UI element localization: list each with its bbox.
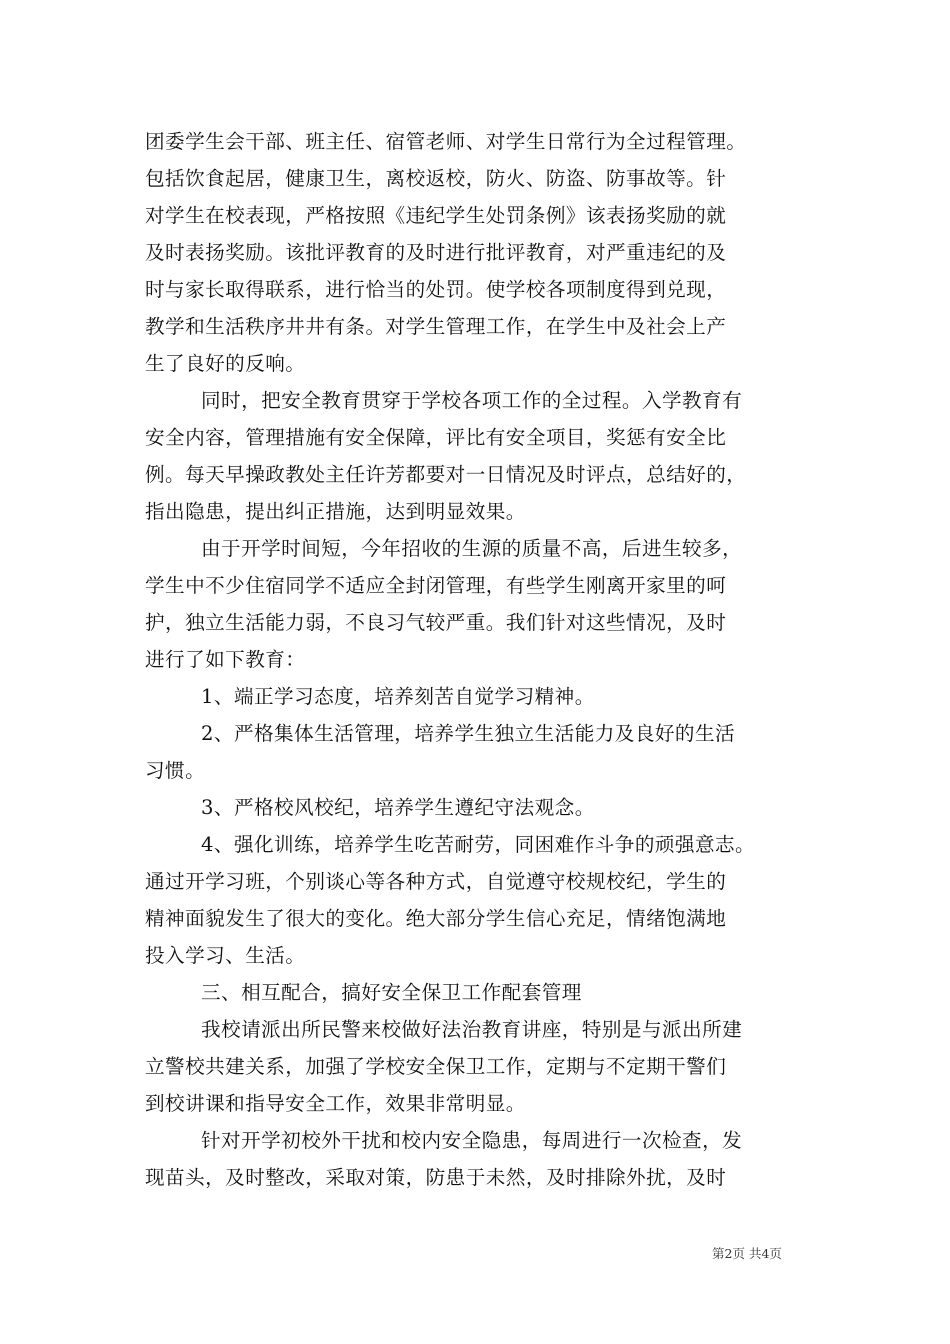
text-line: 通过开学习班，个别谈心等各种方式，自觉遵守校规校纪，学生的 xyxy=(145,870,727,893)
text-line: 例。每天早操政教处主任许芳都要对一日情况及时评点，总结好的， xyxy=(145,463,747,486)
text-line: 精神面貌发生了很大的变化。绝大部分学生信心充足，情绪饱满地 xyxy=(145,907,727,930)
text-line: 教学和生活秩序井井有条。对学生管理工作，在学生中及社会上产 xyxy=(145,315,727,338)
text-line: 生了良好的反响。 xyxy=(145,352,306,375)
text-line: 安全内容，管理措施有安全保障，评比有安全项目，奖惩有安全比 xyxy=(145,426,727,449)
text-line: 指出隐患，提出纠正措施，达到明显效果。 xyxy=(145,500,526,523)
text-line: 团委学生会干部、班主任、宿管老师、对学生日常行为全过程管理。 xyxy=(145,130,747,153)
list-item-line: 4、强化训练，培养学生吃苦耐劳，同困难作斗争的顽强意志。 xyxy=(201,833,756,856)
body-text xyxy=(145,123,810,1196)
text-line: 对学生在校表现，严格按照《违纪学生处罚条例》该表扬奖励的就 xyxy=(145,204,727,227)
paragraph-start-line: 针对开学初校外干扰和校内安全隐患，每周进行一次检查，发 xyxy=(201,1129,743,1152)
text-line: 现苗头，及时整改，采取对策，防患于未然，及时排除外扰，及时 xyxy=(145,1166,727,1189)
list-item-line: 2、严格集体生活管理，培养学生独立生活能力及良好的生活 xyxy=(201,722,736,745)
list-item-line: 3、严格校风校纪，培养学生遵纪守法观念。 xyxy=(201,796,595,819)
text-line: 到校讲课和指导安全工作，效果非常明显。 xyxy=(145,1092,526,1115)
paragraph-start-line: 同时，把安全教育贯穿于学校各项工作的全过程。入学教育有 xyxy=(201,389,743,412)
list-item-line: 1、端正学习态度，培养刻苦自觉学习精神。 xyxy=(201,685,595,708)
text-line: 护，独立生活能力弱，不良习气较严重。我们针对这些情况，及时 xyxy=(145,611,727,634)
footer-middle: 页 共 xyxy=(732,1246,762,1261)
text-line: 包括饮食起居，健康卫生，离校返校，防火、防盗、防事故等。针 xyxy=(145,167,727,190)
page-number-footer xyxy=(712,1246,812,1262)
paragraph-start-line: 由于开学时间短，今年招收的生源的质量不高，后进生较多， xyxy=(201,537,743,560)
text-line: 投入学习、生活。 xyxy=(145,944,306,967)
text-line: 立警校共建关系，加强了学校安全保卫工作，定期与不定期干警们 xyxy=(145,1055,727,1078)
text-line: 时与家长取得联系，进行恰当的处罚。使学校各项制度得到兑现， xyxy=(145,278,727,301)
total-page-count: 4 xyxy=(761,1246,770,1261)
paragraph-start-line: 我校请派出所民警来校做好法治教育讲座，特别是与派出所建 xyxy=(201,1018,743,1041)
text-line: 进行了如下教育： xyxy=(145,648,306,671)
footer-prefix: 第 xyxy=(712,1246,725,1261)
footer-suffix: 页 xyxy=(769,1246,782,1261)
text-line: 习惯。 xyxy=(145,759,206,782)
text-line: 及时表扬奖励。该批评教育的及时进行批评教育，对严重违纪的及 xyxy=(145,241,727,264)
section-heading: 三、相互配合，搞好安全保卫工作配套管理 xyxy=(201,981,582,1004)
text-line: 学生中不少住宿同学不适应全封闭管理，有些学生刚离开家里的呵 xyxy=(145,574,727,597)
current-page-number: 2 xyxy=(724,1246,733,1261)
